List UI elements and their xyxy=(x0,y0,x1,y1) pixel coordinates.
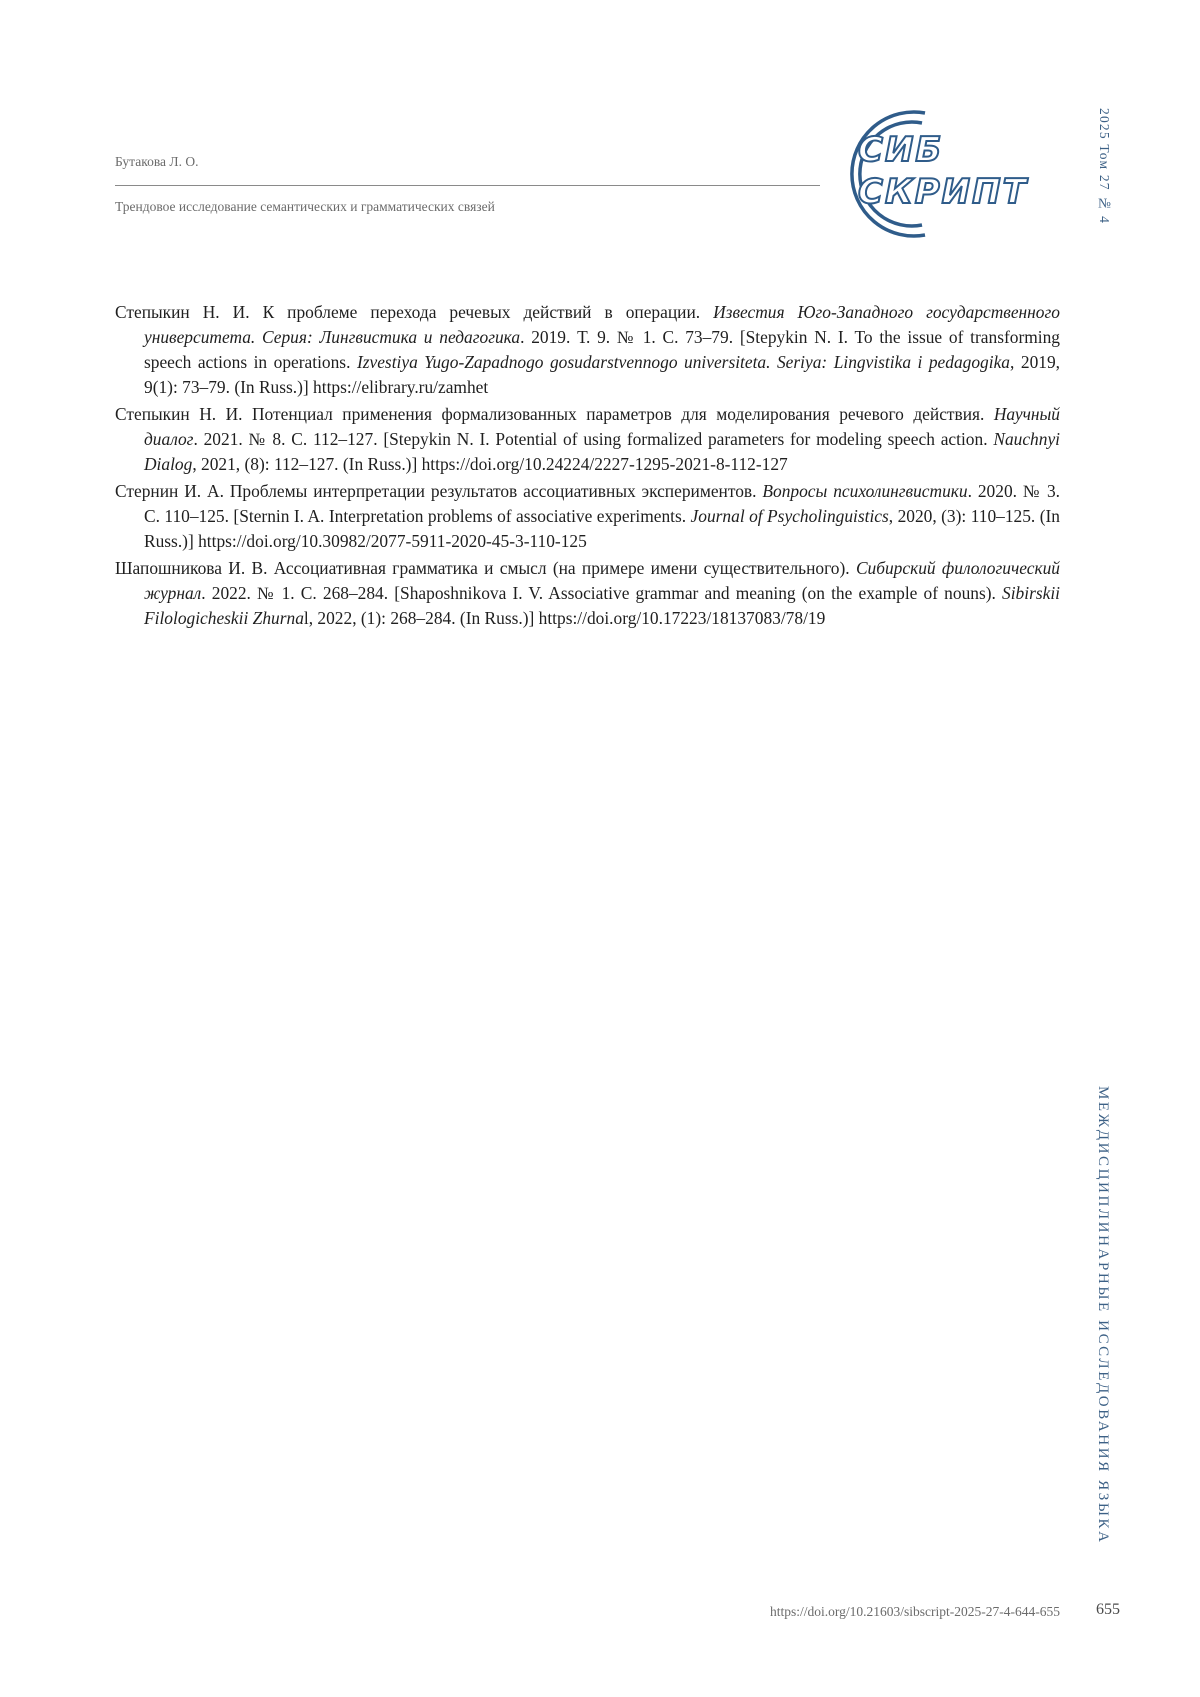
reference-source: Вопросы психолингвистики xyxy=(762,481,968,501)
logo-line-2: СКРИПТ xyxy=(858,172,1028,212)
section-label: МЕЖДИСЦИПЛИНАРНЫЕ ИССЛЕДОВАНИЯ ЯЗЫКА xyxy=(1095,1086,1111,1545)
reference-text: Шапошникова И. В. Ассоциативная грамматика и смысл (на примере имени существительного). xyxy=(115,558,856,578)
reference-source: Сибирский филологический журнал xyxy=(144,558,1061,603)
issue-label: 2025 Том 27 № 4 xyxy=(1097,108,1112,225)
reference-list xyxy=(115,300,1060,633)
reference-source-translit: Izvestiya Yugo-Zapadnogo gosudarstvennogo universiteta. Seriya: Lingvistika i pedagogika xyxy=(356,352,1011,372)
running-head-author: Бутакова Л. О. xyxy=(115,154,199,169)
reference-item xyxy=(115,402,1060,477)
reference-item xyxy=(115,300,1060,400)
running-head-title: Трендовое исследование семантических и грамматических связей xyxy=(115,199,495,214)
reference-text: Стернин И. А. Проблемы интерпретации результатов ассоциативных экспериментов. xyxy=(115,481,763,501)
reference-text: . 2020. № 3. С. 110–125. [Sternin I. A. Interpretation problems of associative experiments. xyxy=(144,481,1060,526)
header-divider xyxy=(115,185,820,186)
reference-link: , 2019, 9(1): 73–79. (In Russ.)] https://elibrary.ru/zamhet xyxy=(144,352,1061,397)
footer-doi-link: https://doi.org/10.21603/sibscript-2025-27-4-644-655 xyxy=(770,1604,1060,1619)
reference-text: . 2021. № 8. С. 112–127. [Stepykin N. I. Potential of using formalized parameters for modeling speech action. xyxy=(193,429,994,449)
reference-text: . 2022. № 1. С. 268–284. [Shaposhnikova I. V. Associative grammar and meaning (on the example of nouns). xyxy=(201,583,1003,603)
logo-line-1: СИБ xyxy=(858,130,944,170)
reference-link: , 2021, (8): 112–127. (In Russ.)] https://doi.org/10.24224/2227-1295-2021-8-112-127 xyxy=(192,454,788,474)
reference-text: Степыкин Н. И. Потенциал применения формализованных параметров для моделирования речевого действия. xyxy=(115,404,994,424)
page-number: 655 xyxy=(1096,1601,1120,1618)
reference-item xyxy=(115,556,1060,631)
reference-source-translit: Nauchnyi Dialog xyxy=(144,429,1060,474)
reference-source: Научный диалог xyxy=(144,404,1060,449)
reference-link: , 2020, (3): 110–125. (In Russ.)] https://doi.org/10.30982/2077-5911-2020-45-3-110-125 xyxy=(144,506,1060,551)
reference-text: . 2019. Т. 9. № 1. С. 73–79. [Stepykin N. I. To the issue of transforming speech actions in operations. xyxy=(144,327,1060,372)
reference-text: Степыкин Н. И. К проблеме перехода речевых действий в операции. xyxy=(115,302,714,322)
journal-logo xyxy=(830,105,1070,245)
reference-item xyxy=(115,479,1060,554)
reference-source-translit: Journal of Psycholinguistics xyxy=(690,506,889,526)
reference-link: l, 2022, (1): 268–284. (In Russ.)] https://doi.org/10.17223/18137083/78/19 xyxy=(303,608,826,628)
reference-source-translit: Sibirskii Filologicheskii Zhurna xyxy=(144,583,1060,628)
reference-source: Известия Юго-Западного государственного университета. Серия: Лингвистика и педагогика xyxy=(144,302,1060,347)
